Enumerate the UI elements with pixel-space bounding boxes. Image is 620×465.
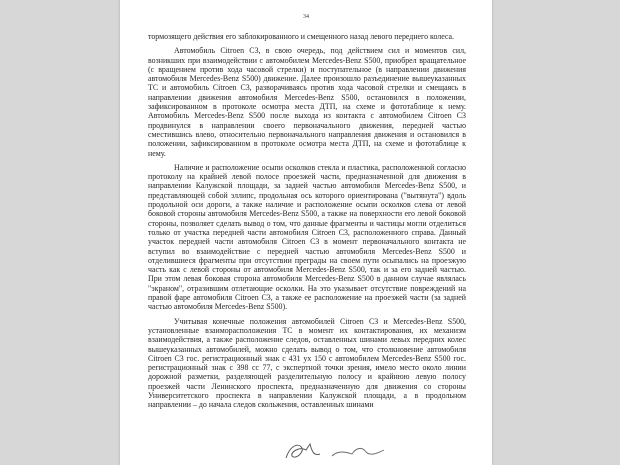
signature-1 (286, 444, 320, 458)
paragraph-4: Учитывая конечные положения автомобилей Citroen С3 и Mercedes-Benz S500, установленные взаиморасположения ТС в момент их контактирования, их механизм взаимодействия, а также расположение следов, оставленных шинами левых передних колес вышеуказанных автомобилей, можно сделать вывод о том, что столкновение автомобиля Citroen С3 гос. регистрационный знак с 431 ух 150 с автомобилем Mercedes-Benz S500 гос. регистрационный знак с 398 сс 77, с экспертной точки зрения, имело место около линии дорожной разметки, разделяющей разделительную полосу и крайнюю левую полосу проезжей части Ленинского проспекта, предназначенную для движения со стороны Университетского проспекта в направлении Калужской площади, а в продольном направлении – до начала следов скольжения, оставленных шинами (148, 316, 466, 410)
paragraph-3: Наличие и расположение осыпи осколков стекла и пластика, расположенной согласно протоколу на крайней левой полосе проезжей части, предназначенной для движения в направлении Калужской площади, за задней частью автомобиля Mercedes-Benz S500, и представляющей собой эллипс, продольная ось которого ориентирована ("вытянута") вдоль продольной оси дороги, а также наличие и расположение осыпи осколков слева от левой боковой стороны автомобиля Mercedes-Benz S500, а также на поверхности его левой боковой стороны, позволяет сделать вывод о том, что данные фрагменты и частицы могли отделиться только от участка передней части автомобиля Citroen С3, расположенного справа. Данный участок передней части автомобиля Citroen С3 в момент первоначального контакта не вступил во взаимодействие с передней частью автомобиля Mercedes-Benz S500 и отделившиеся фрагменты при отсутствии преграды на своем пути осыпались на проезжую часть как с левой стороны от автомобиля Mercedes-Benz S500, так и за его задней частью. При этом левая боковая сторона автомобиля Mercedes-Benz S500 в данном случае являлась "экраном", отразившим отлетающие осколки. На это указывает отсутствие повреждений на правой фаре автомобиля Citroen С3, а также ее расположение на проезжей части (за задней частью автомобиля Mercedes-Benz S500). (148, 162, 466, 312)
signature-2 (332, 448, 384, 456)
page-body (148, 32, 466, 410)
document-page (120, 0, 492, 465)
page-number: 34 (303, 14, 309, 20)
paragraph-2: Автомобиль Citroen С3, в свою очередь, под действием сил и моментов сил, возникших при взаимодействии с автомобилем Mercedes-Benz S500, приобрел вращательное (с вращением против хода часовой стрелки) и поступательное (в направлении движения автомобиля Mercedes-Benz S500) движение. Далее произошло разъединение вышеуказанных ТС и автомобиль Citroen С3, разворачиваясь против хода часовой стрелки и смещаясь в направлении движения автомобиля Mercedes-Benz S500, остановился в положении, зафиксированном в протоколе осмотра места ДТП, на схеме и фототаблице к нему. Автомобиль Mercedes-Benz S500 после выхода из контакта с автомобилем Citroen С3 продвинулся в направлении своего первоначального движения, передней частью сместившись влево, относительно первоначального направления движения и остановился в положении, зафиксированном в протоколе осмотра места ДТП, на схеме и фототаблице к нему. (148, 46, 466, 158)
signatures-image (280, 434, 440, 465)
paragraph-1: тормозящего действия его заблокированного и смещенного назад левого переднего колеса. (148, 32, 454, 41)
